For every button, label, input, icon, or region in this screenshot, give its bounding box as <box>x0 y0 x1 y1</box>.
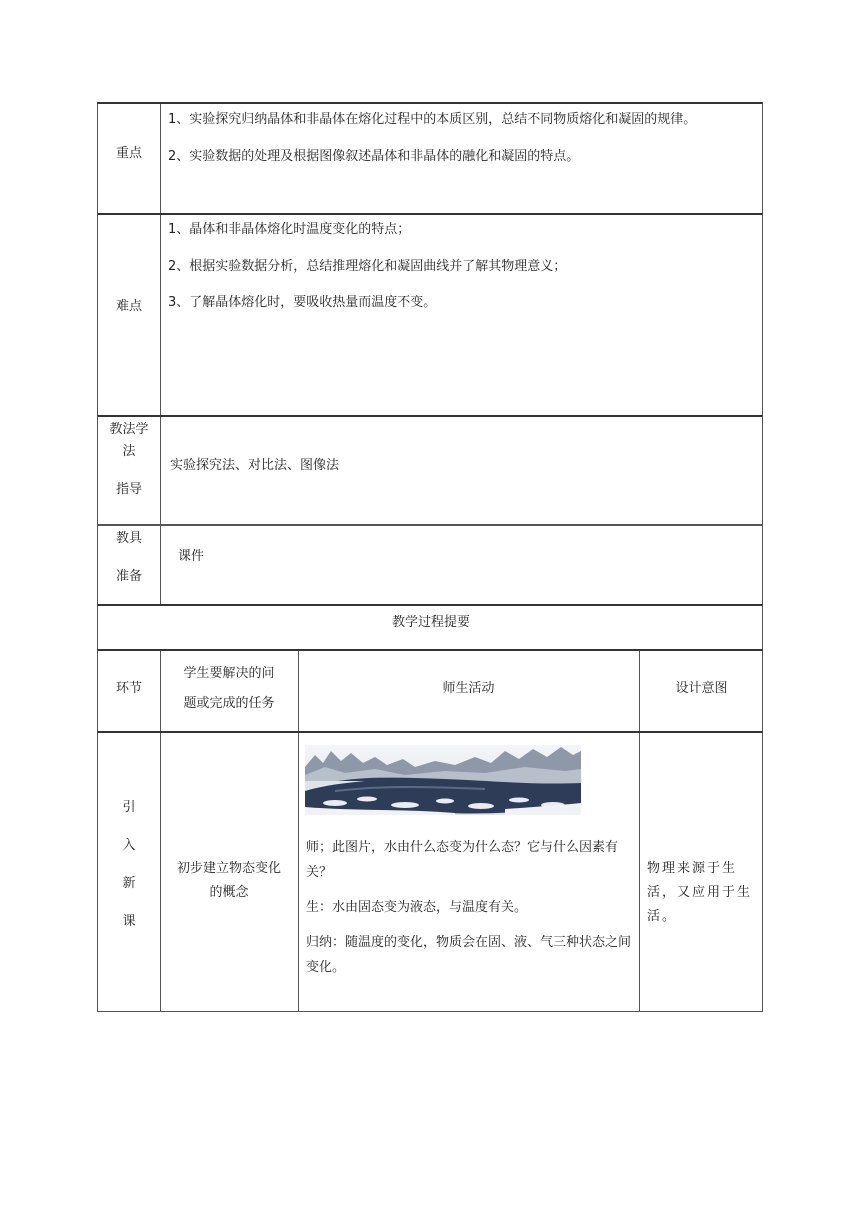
difficulty-item: 3、了解晶体熔化时，要吸收热量而温度不变。 <box>168 295 437 311</box>
methods-row <box>97 415 763 526</box>
lesson-plan-table <box>97 102 763 1012</box>
difficulties-row <box>97 213 763 417</box>
intent-cell: 物理来源于生活，又应用于生活。 <box>647 861 753 924</box>
key-points-row <box>97 102 763 215</box>
process-title: 教学过程提要 <box>391 615 470 630</box>
methods-label: 教法学 法 指导 <box>109 422 149 497</box>
activity-line: 师；此图片，水由什么态变为什么态？它与什么因素有关？ <box>306 840 619 880</box>
stage-header: 环节 <box>115 681 142 696</box>
key-point-item: 2、实验数据的处理及根据图像叙述晶体和非晶体的融化和凝固的特点。 <box>168 148 580 164</box>
difficulties-content <box>168 218 756 316</box>
difficulty-item: 2、根据实验数据分析，总结推理熔化和凝固曲线并了解其物理意义； <box>168 258 567 274</box>
process-header-row <box>97 649 763 733</box>
intent-header: 设计意图 <box>675 681 728 696</box>
task-header: 学生要解决的问 题或完成的任务 <box>183 666 275 711</box>
stage-cell: 引 入 新 课 <box>122 800 136 929</box>
key-points-label: 重点 <box>115 146 142 161</box>
tools-label: 教具 准备 <box>115 531 142 584</box>
process-title-row <box>97 604 763 651</box>
activity-line: 归纳：随温度的变化，物质会在固、液、气三种状态之间变化。 <box>306 935 632 975</box>
frozen-river-image <box>305 745 581 815</box>
methods-content: 实验探究法、对比法、图像法 <box>170 458 340 473</box>
tools-content: 课件 <box>178 549 205 564</box>
activity-cell <box>306 835 632 980</box>
key-point-item: 1、实验探究归纳晶体和非晶体在熔化过程中的本质区别，总结不同物质熔化和凝固的规律。 <box>168 112 697 127</box>
difficulty-item: 1、晶体和非晶体熔化时温度变化的特点； <box>168 222 411 237</box>
difficulties-label: 难点 <box>115 299 142 314</box>
activity-header: 师生活动 <box>442 681 495 696</box>
activity-line: 生：水由固态变为液态，与温度有关。 <box>306 900 528 915</box>
tools-row <box>97 524 763 606</box>
task-cell: 初步建立物态变化 的概念 <box>176 861 281 900</box>
process-content-row <box>97 731 763 1012</box>
key-points-content <box>168 108 756 169</box>
